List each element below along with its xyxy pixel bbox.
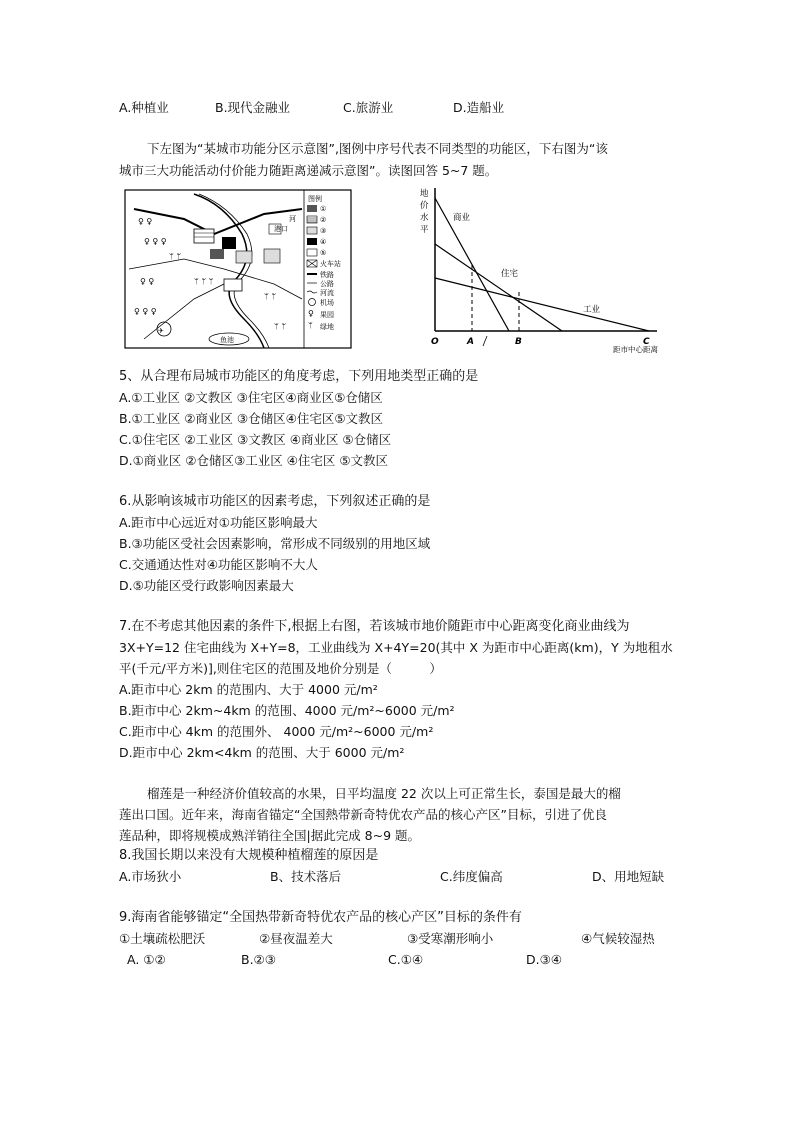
- q6-option-a: A.距市中心远近对①功能区影响最大: [119, 515, 318, 530]
- q7-option-d: D.距市中心 2km<4km 的范围、大于 6000 元/m²: [119, 745, 405, 760]
- q8-option-b: B、技术落后: [270, 869, 342, 884]
- legend-item-5: ⑤: [320, 249, 327, 257]
- q9-option-a: A. ①②: [127, 952, 166, 967]
- q4-options: [119, 100, 679, 116]
- industry-label: 工业: [583, 305, 601, 315]
- q7-option-c: C.距市中心 4km 的范围外、 4000 元/m²~6000 元/m²: [119, 724, 434, 739]
- q8-option-c: C.纬度偏高: [440, 869, 503, 884]
- q9-conditions: [119, 931, 679, 947]
- q7-option-b: B.距市中心 2km~4km 的范围、4000 元/m²~6000 元/m²: [119, 703, 455, 718]
- q9-option-c: C.①④: [388, 952, 424, 967]
- q5-option-b: B.①工业区 ②商业区 ③仓储区④住宅区⑤文教区: [119, 411, 384, 426]
- svg-text:ᛘ ᛘ ᛘ: ᛘ ᛘ ᛘ: [194, 277, 214, 286]
- legend-item-orchard: 果园: [320, 311, 334, 319]
- svg-text:♀ ♀ ♀: ♀ ♀ ♀: [144, 237, 167, 246]
- origin-label: O: [431, 337, 439, 347]
- legend-item-station: 火车站: [320, 260, 341, 268]
- legend-item-greenland: 绿地: [320, 323, 334, 331]
- q9-option-b: B.②③: [241, 952, 276, 967]
- q4-option-c: C.旅游业: [343, 100, 394, 115]
- point-b-label: B: [515, 337, 522, 347]
- river-label: 河: [289, 215, 296, 223]
- xlabel: 距市中心距离: [613, 345, 658, 354]
- svg-text:♀ ♀: ♀ ♀: [138, 217, 153, 226]
- ylabel-4: 平: [420, 225, 429, 235]
- point-a-label: A: [467, 337, 474, 347]
- legend-item-railway: 铁路: [320, 271, 334, 279]
- port-label: 港口: [274, 225, 288, 233]
- q9-cond-3: ③受寒潮形响小: [407, 931, 494, 946]
- q5-stem: 5、从合理布局城市功能区的角度考虑，下列用地类型正确的是: [119, 369, 479, 384]
- q4-option-b: B.现代金融业: [215, 100, 291, 115]
- q9-option-d: D.③④: [526, 952, 563, 967]
- ylabel-1: 地: [420, 189, 429, 199]
- legend-item-1: ①: [320, 205, 327, 213]
- intro-8-9-line2: 莲出口国。近年来，海南省锚定“全国熱带新奇特优农产品的核心产区”目标，引进了优良: [119, 807, 607, 822]
- q9-stem: 9.海南省能够锚定“全国热带新奇特优农产品的核心产区”目标的条件有: [119, 910, 522, 925]
- q5-option-c: C.①住宅区 ②工业区 ③文教区 ④商业区 ⑤仓储区: [119, 432, 392, 447]
- legend-item-2: ②: [320, 216, 327, 224]
- q5-option-d: D.①商业区 ②仓储区③工业区 ④住宅区 ⑤文教区: [119, 453, 389, 468]
- svg-text:ᛘ: ᛘ: [308, 321, 313, 330]
- q7-stem-line2: 3X+Y=12 住宅曲线为 X+Y=8，工业曲线为 X+4Y=20(其中 X 为距市中心距离(km)，Y 为地租水: [119, 640, 673, 655]
- svg-text:♀ ♀ ♀: ♀ ♀ ♀: [134, 307, 157, 316]
- svg-text:ᛘ ᛘ: ᛘ ᛘ: [274, 322, 287, 331]
- legend-item-road: 公路: [320, 280, 334, 288]
- q8-option-a: A.市场狄小: [119, 869, 182, 884]
- ylabel-2: 价: [420, 201, 429, 211]
- land-rent-distance-graph: [417, 186, 697, 356]
- q7-stem-line3: 平(千元/平方米)],则住宅区的范围及地价分别是（ ）: [119, 661, 442, 676]
- q7-stem-line1: 7.在不考虑其他因素的条件下,根据上右图，若该城市地价随距市中心距离变化商业曲线为: [119, 619, 630, 634]
- q5-option-a: A.①工业区 ②文教区 ③住宅区④商业区⑤仓储区: [119, 390, 383, 405]
- q6-option-d: D.⑤功能区受行政影响因素最大: [119, 578, 294, 593]
- q6-option-b: B.③功能区受社会因素影响，常形成不同级别的用地区域: [119, 536, 431, 551]
- legend-item-4: ④: [320, 238, 327, 246]
- intro-8-9-line1: 榴莲是一种经济价值较高的水果，日平均温度 22 次以上可正常生长，泰国是最大的榴: [147, 786, 621, 801]
- svg-text:♀ ♀: ♀ ♀: [140, 277, 155, 286]
- q9-cond-2: ②昼夜温差大: [259, 931, 333, 946]
- city-function-zone-map: [124, 189, 352, 349]
- legend-item-river: 河流: [320, 289, 334, 297]
- legend-item-3: ③: [320, 227, 327, 235]
- q8-stem: 8.我国长期以来没有大规模种植榴莲的原因是: [119, 848, 379, 863]
- residential-label: 住宅: [501, 269, 519, 279]
- point-c-label: C: [643, 337, 650, 347]
- legend-item-airport: 机场: [320, 299, 334, 307]
- commerce-label: 商业: [453, 213, 471, 223]
- intro-5-7-line1: 下左图为“某城市功能分区示意图”,图例中序号代表不同类型的功能区，下右图为“该: [147, 141, 608, 156]
- q9-options: [127, 952, 687, 968]
- svg-text:ᛘ ᛘ: ᛘ ᛘ: [264, 292, 277, 301]
- q6-stem: 6.从影响该城市功能区的因素考虑，下列叙述正确的是: [119, 494, 431, 509]
- q6-option-c: C.交通通达性对④功能区影响不大人: [119, 557, 318, 572]
- svg-text:✈: ✈: [158, 327, 164, 335]
- legend-title: 图例: [308, 195, 322, 203]
- svg-text:♀: ♀: [308, 309, 314, 318]
- q8-options: [119, 869, 679, 885]
- q4-option-a: A.种植业: [119, 100, 169, 115]
- ylabel-3: 水: [420, 213, 429, 223]
- svg-text:ᛘ ᛘ: ᛘ ᛘ: [169, 252, 182, 261]
- q9-cond-4: ④气候较湿热: [581, 931, 655, 946]
- q7-option-a: A.距市中心 2km 的范围内、大于 4000 元/m²: [119, 682, 378, 697]
- intro-8-9-line3: 莲品种，即将规模成熟洋销往全国|据此完成 8~9 题。: [119, 828, 421, 843]
- intro-5-7-line2: 城市三大功能活动付价能力随距离递减示意图”。读图回答 5~7 题。: [119, 163, 498, 178]
- q8-option-d: D、用地短缺: [592, 869, 665, 884]
- q9-cond-1: ①土壤疏松肥沃: [119, 931, 206, 946]
- lake-label: 鱼池: [220, 336, 234, 344]
- q4-option-d: D.造船业: [453, 100, 505, 115]
